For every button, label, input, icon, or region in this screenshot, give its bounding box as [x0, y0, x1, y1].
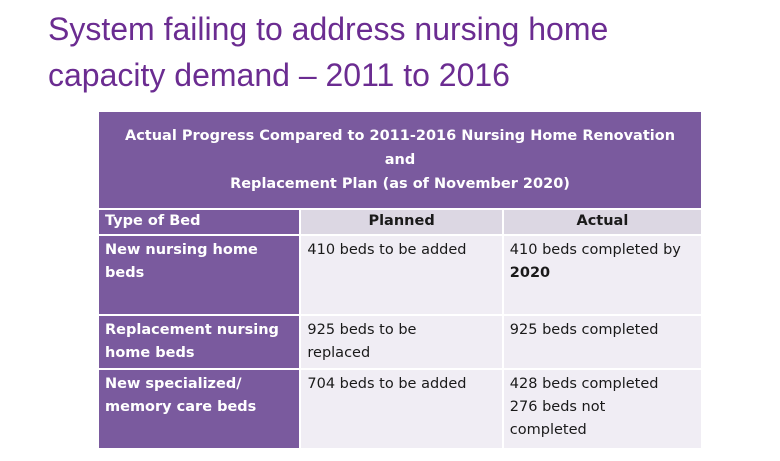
cell-text: 276 beds not: [509, 399, 606, 415]
actual-cell: [503, 235, 702, 315]
progress-table: [97, 110, 703, 450]
row-label-line: Replacement nursing: [105, 322, 279, 338]
table-header: [98, 111, 702, 209]
column-header-planned: Planned: [300, 209, 502, 235]
cell-text: 704 beds to be added: [307, 376, 467, 392]
row-label-line: home beds: [105, 345, 195, 361]
table-row: [98, 369, 702, 449]
row-label-line: memory care beds: [105, 399, 257, 415]
table-header-line-1: Actual Progress Compared to 2011-2016 Nursing Home Renovation and: [124, 128, 676, 168]
cell-text-bold: 2020: [509, 265, 551, 281]
slide-title: [48, 6, 768, 98]
row-label-new-specialized-memory-care-beds: [98, 369, 300, 449]
row-label-replacement-nursing-home-beds: [98, 315, 300, 369]
column-header-actual: Actual: [503, 209, 702, 235]
cell-text: completed: [509, 422, 587, 438]
table-row: [98, 235, 702, 315]
cell-text: 410 beds completed by: [509, 242, 681, 258]
cell-text: 925 beds to be: [307, 322, 417, 338]
slide-title-line-1: System failing to address nursing home: [48, 11, 609, 47]
row-label-line: New specialized/: [105, 376, 242, 392]
table-header-row: [98, 111, 702, 209]
planned-cell: [300, 369, 502, 449]
cell-text: replaced: [307, 345, 371, 361]
actual-cell: [503, 315, 702, 369]
table-header-line-2: Replacement Plan (as of November 2020): [230, 176, 570, 192]
planned-cell: [300, 235, 502, 315]
column-header-row: [98, 209, 702, 235]
table-row: [98, 315, 702, 369]
row-label-line: beds: [105, 265, 145, 281]
cell-text: 925 beds completed: [509, 322, 659, 338]
row-label-line: New nursing home: [105, 242, 258, 258]
cell-text: 428 beds completed: [509, 376, 659, 392]
slide-title-line-2: capacity demand – 2011 to 2016: [48, 57, 510, 93]
column-header-type: Type of Bed: [98, 209, 300, 235]
planned-cell: [300, 315, 502, 369]
actual-cell: [503, 369, 702, 449]
row-label-new-nursing-home-beds: [98, 235, 300, 315]
cell-text: 410 beds to be added: [307, 242, 467, 258]
